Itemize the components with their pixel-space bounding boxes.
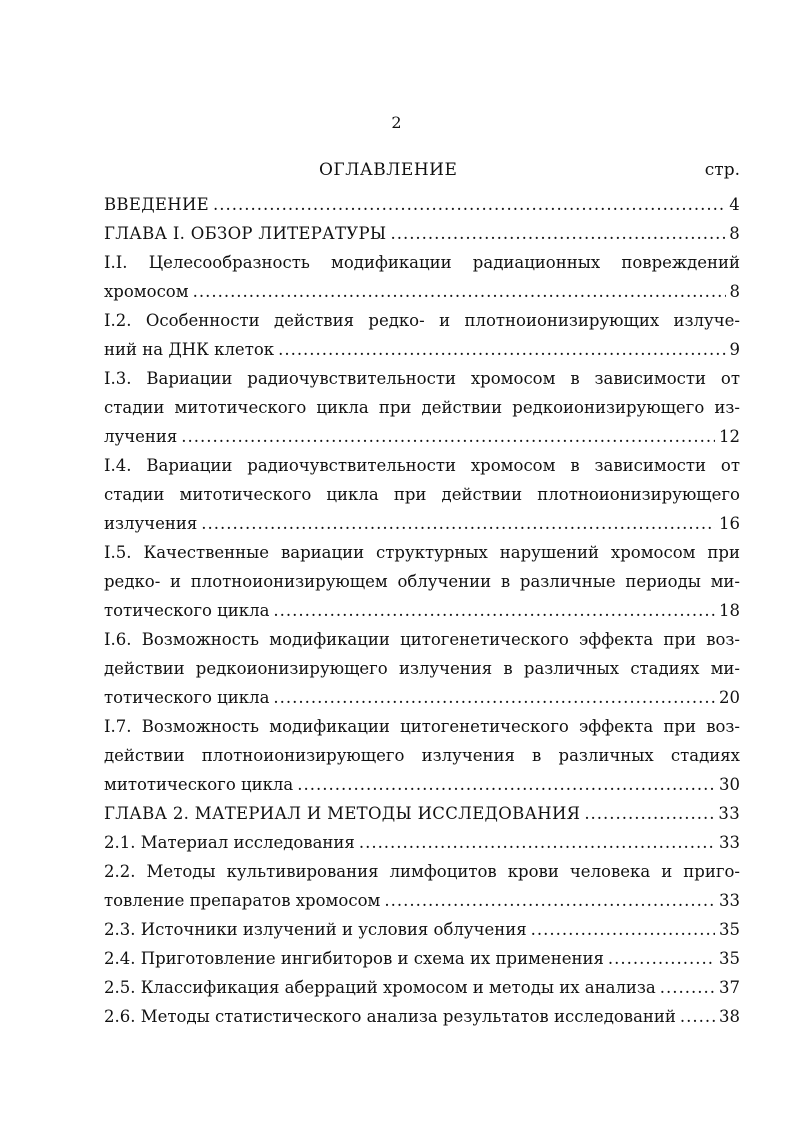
toc-entry-text-line: действии плотноионизирующего излучения в различных стадиях (104, 746, 740, 765)
dot-leader (213, 190, 725, 219)
toc-entry-text-line: стадии митотического цикла при действии редкоионизирующего из- (104, 398, 740, 417)
toc-entry-page: 8 (729, 282, 740, 301)
toc-entry-title: митотического цикла (104, 775, 294, 794)
dot-leader (201, 509, 715, 538)
toc-entry-title: ГЛАВА 2. МАТЕРИАЛ И МЕТОДЫ ИССЛЕДОВАНИЯ (104, 804, 581, 823)
toc-entry[interactable] (104, 248, 740, 306)
dot-leader (278, 335, 725, 364)
toc-entry-text-line: I.7. Возможность модификации цитогенетического эффекта при воз- (104, 717, 740, 736)
toc-entry-page: 33 (719, 833, 740, 852)
page-number: 2 (391, 113, 402, 132)
toc-entry[interactable] (104, 973, 740, 1002)
toc-entry-page: 33 (719, 891, 740, 910)
toc-entry-title: тотического цикла (104, 601, 270, 620)
dot-leader (660, 973, 715, 1002)
toc-entry-page: 16 (719, 514, 740, 533)
toc-entry-title: ГЛАВА I. ОБЗОР ЛИТЕРАТУРЫ (104, 224, 387, 243)
toc-entry[interactable] (104, 799, 740, 828)
toc-entry[interactable] (104, 915, 740, 944)
toc-entry-text-line: I.4. Вариации радиочувствительности хромосом в зависимости от (104, 456, 740, 475)
toc-entry[interactable] (104, 828, 740, 857)
toc-entry[interactable] (104, 1002, 740, 1031)
toc-entry-title: 2.4. Приготовление ингибиторов и схема их применения (104, 949, 604, 968)
dot-leader (297, 770, 715, 799)
toc-entry-page: 12 (719, 427, 740, 446)
toc-entry-title: ний на ДНК клеток (104, 340, 275, 359)
dot-leader (531, 915, 715, 944)
toc-entry[interactable] (104, 190, 740, 219)
dot-leader (193, 277, 726, 306)
toc-entry[interactable] (104, 625, 740, 712)
toc-entry-page: 8 (729, 224, 740, 243)
toc-entry[interactable] (104, 538, 740, 625)
toc-entry-page: 9 (729, 340, 740, 359)
dot-leader (384, 886, 715, 915)
toc-entry-text-line: редко- и плотноионизирующем облучении в различные периоды ми- (104, 572, 740, 591)
table-of-contents (104, 190, 740, 1031)
toc-entry-title: 2.6. Методы статистического анализа результатов исследований (104, 1007, 676, 1026)
toc-entry-page: 35 (719, 949, 740, 968)
dot-leader (608, 944, 715, 973)
toc-entry[interactable] (104, 364, 740, 451)
toc-entry-title: товление препаратов хромосом (104, 891, 381, 910)
toc-entry-page: 35 (719, 920, 740, 939)
toc-entry-page: 33 (718, 804, 740, 823)
toc-entry-title: излучения (104, 514, 198, 533)
toc-entry-page: 18 (719, 601, 740, 620)
toc-entry-text-line: I.2. Особенности действия редко- и плотноионизирующих излуче- (104, 311, 740, 330)
toc-entry-text-line: I.3. Вариации радиочувствительности хромосом в зависимости от (104, 369, 740, 388)
toc-entry[interactable] (104, 306, 740, 364)
toc-header (104, 160, 740, 184)
toc-entry-page: 37 (719, 978, 740, 997)
toc-entry-page: 20 (719, 688, 740, 707)
toc-entry[interactable] (104, 451, 740, 538)
toc-entry-page: 38 (719, 1007, 740, 1026)
toc-entry-text-line: I.5. Качественные вариации структурных нарушений хромосом при (104, 543, 740, 562)
toc-entry[interactable] (104, 712, 740, 799)
toc-entry-text-line: I.6. Возможность модификации цитогенетического эффекта при воз- (104, 630, 740, 649)
toc-entry-text-line: действии редкоионизирующего излучения в различных стадиях ми- (104, 659, 740, 678)
toc-entry-title: хромосом (104, 282, 189, 301)
dot-leader (359, 828, 715, 857)
toc-entry-page: 30 (719, 775, 740, 794)
toc-entry-title: тотического цикла (104, 688, 270, 707)
toc-entry[interactable] (104, 857, 740, 915)
toc-entry[interactable] (104, 944, 740, 973)
dot-leader (584, 799, 714, 828)
toc-entry-title: 2.3. Источники излучений и условия облучения (104, 920, 527, 939)
dot-leader (273, 683, 715, 712)
toc-entry-text-line: I.I. Целесообразность модификации радиационных повреждений (104, 253, 740, 272)
toc-entry-title: лучения (104, 427, 178, 446)
dot-leader (680, 1002, 715, 1031)
toc-page-label: стр. (704, 160, 740, 180)
toc-entry[interactable] (104, 219, 740, 248)
toc-entry-page: 4 (729, 195, 740, 214)
toc-title: ОГЛАВЛЕНИЕ (319, 160, 458, 180)
toc-entry-title: 2.5. Классификация аберраций хромосом и методы их анализа (104, 978, 656, 997)
toc-entry-text-line: стадии митотического цикла при действии плотноионизирующего (104, 485, 740, 504)
toc-entry-title: 2.1. Материал исследования (104, 833, 355, 852)
dot-leader (181, 422, 715, 451)
dot-leader (273, 596, 715, 625)
toc-entry-title: ВВЕДЕНИЕ (104, 195, 209, 214)
toc-entry-text-line: 2.2. Методы культивирования лимфоцитов крови человека и приго- (104, 862, 740, 881)
dot-leader (390, 219, 725, 248)
